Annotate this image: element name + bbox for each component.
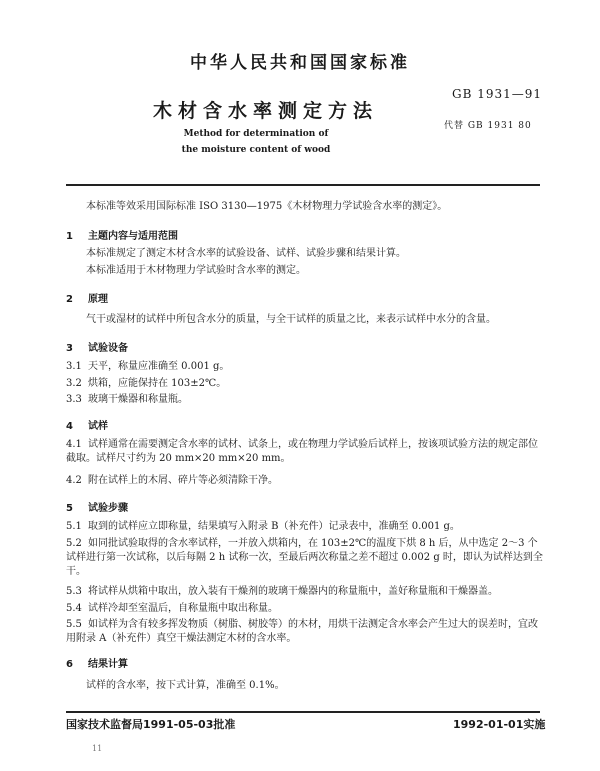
clause-3-1 bbox=[66, 360, 229, 374]
clause-5-3 bbox=[66, 585, 498, 599]
clause-text: 烘箱，应能保持在 103±2℃。 bbox=[88, 378, 227, 389]
section-6-heading bbox=[66, 655, 128, 670]
clause-text: 将试样从烘箱中取出，放入装有干燥剂的玻璃干燥器内的称量瓶中，盖好称量瓶和干燥器盖。 bbox=[88, 586, 498, 597]
english-title-line-1: Method for determination of bbox=[183, 129, 329, 139]
section-2-paragraph-1: 气干或湿材的试样中所包含水分的质量，与全干试样的质量之比，来表示试样中水分的含量。 bbox=[86, 314, 496, 325]
section-2-heading bbox=[66, 290, 108, 305]
section-1-paragraph-2: 本标准适用于木材物理力学试验时含水率的测定。 bbox=[86, 265, 306, 276]
section-title: 试验设备 bbox=[88, 343, 128, 354]
section-6-paragraph-1: 试样的含水率，按下式计算，准确至 0.1%。 bbox=[86, 680, 285, 691]
clause-text: 附在试样上的木屑、碎片等必须清除干净。 bbox=[88, 475, 278, 486]
footer-divider bbox=[66, 711, 540, 713]
clause-number: 5.2 bbox=[66, 538, 82, 549]
section-title: 原理 bbox=[88, 294, 108, 305]
clause-5-4 bbox=[66, 602, 278, 616]
section-3-heading bbox=[66, 339, 128, 354]
clause-number: 4.1 bbox=[66, 439, 82, 450]
clause-3-3 bbox=[66, 393, 188, 407]
section-title: 试验步骤 bbox=[88, 503, 128, 514]
clause-text: 如试样为含有较多挥发物质（树脂、树胶等）的木材，用烘干法测定含水率会产生过大的误差时，宜改用附录 A（补充件）真空干燥法测定木材的含水率。 bbox=[66, 619, 538, 644]
clause-text: 如同批试验取得的含水率试样，一并放入烘箱内，在 103±2℃的温度下烘 8 h 后，从中选定 2～3 个试样进行第一次试称，以后每隔 2 h 试称一次，至最后两次称量之差不超过 0.002 g 时，即认为试样达到全干。 bbox=[66, 538, 543, 577]
clause-5-2 bbox=[66, 537, 544, 579]
clause-number: 3.1 bbox=[66, 361, 82, 372]
approval-note: 国家技术监督局1991-05-03批准 bbox=[66, 718, 236, 731]
section-1-heading bbox=[66, 227, 178, 242]
clause-5-5 bbox=[66, 618, 544, 646]
section-title: 主题内容与适用范围 bbox=[88, 231, 178, 242]
section-4-heading bbox=[66, 417, 108, 432]
header-divider bbox=[66, 184, 540, 186]
section-5-heading bbox=[66, 499, 128, 514]
clause-number: 5.5 bbox=[66, 619, 82, 630]
clause-text: 取到的试样应立即称量，结果填写入附录 B（补充件）记录表中，准确至 0.001 g。 bbox=[88, 521, 460, 532]
section-1-paragraph-1: 本标准规定了测定木材含水率的试验设备、试样、试验步骤和结果计算。 bbox=[86, 248, 406, 259]
clause-3-2 bbox=[66, 377, 226, 391]
section-number: 3 bbox=[66, 343, 73, 354]
clause-number: 3.3 bbox=[66, 394, 82, 405]
clause-text: 天平，称量应准确至 0.001 g。 bbox=[88, 361, 230, 372]
implementation-date: 1992-01-01实施 bbox=[453, 718, 546, 731]
section-title: 结果计算 bbox=[88, 659, 128, 670]
document-title: 木材含水率测定方法 bbox=[153, 100, 379, 122]
clause-number: 4.2 bbox=[66, 475, 82, 486]
clause-text: 试样冷却至室温后，自称量瓶中取出称量。 bbox=[88, 603, 278, 614]
section-number: 1 bbox=[66, 231, 73, 242]
issuing-organization: 中华人民共和国国家标准 bbox=[190, 53, 410, 73]
intro-paragraph: 本标准等效采用国际标准 ISO 3130—1975《木材物理力学试验含水率的测定》。 bbox=[86, 201, 448, 212]
section-title: 试样 bbox=[88, 421, 108, 432]
page-number: 11 bbox=[92, 744, 103, 753]
clause-text: 试样通常在需要测定含水率的试材、试条上，或在物理力学试验后试样上，按该项试验方法的规定部位截取。试样尺寸约为 20 mm×20 mm×20 mm。 bbox=[66, 439, 538, 464]
section-number: 6 bbox=[66, 659, 73, 670]
clause-number: 5.1 bbox=[66, 521, 82, 532]
clause-text: 玻璃干燥器和称量瓶。 bbox=[88, 394, 188, 405]
section-number: 2 bbox=[66, 294, 73, 305]
replaces-note: 代替 GB 1931 80 bbox=[444, 121, 532, 131]
section-number: 5 bbox=[66, 503, 73, 514]
english-title-line-2: the moisture content of wood bbox=[181, 145, 331, 155]
standard-number: GB 1931—91 bbox=[452, 87, 543, 101]
clause-5-1 bbox=[66, 520, 460, 534]
clause-number: 5.3 bbox=[66, 586, 82, 597]
clause-number: 5.4 bbox=[66, 603, 82, 614]
section-number: 4 bbox=[66, 421, 73, 432]
clause-number: 3.2 bbox=[66, 378, 82, 389]
clause-4-1 bbox=[66, 438, 544, 466]
clause-4-2 bbox=[66, 474, 278, 488]
